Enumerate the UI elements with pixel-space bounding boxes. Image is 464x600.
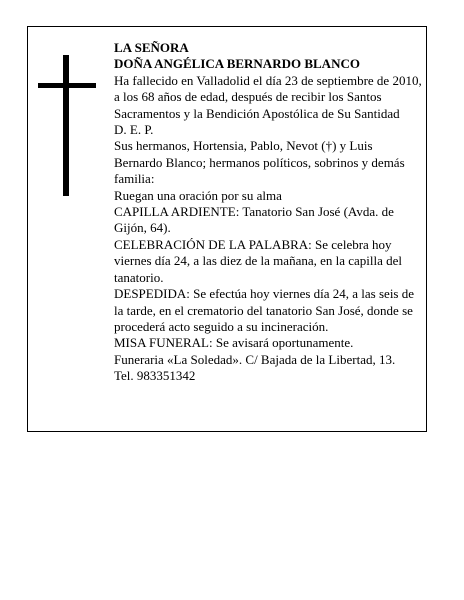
cross-horizontal-bar	[38, 83, 96, 88]
passing-statement: Ha fallecido en Valladolid el día 23 de septiembre de 2010, a los 68 años de edad, después de recibir los Santos Sacramentos y la Bendición Apostólica de Su Santidad	[114, 72, 422, 121]
rest-in-peace: D. E. P.	[114, 122, 154, 138]
cross-vertical-bar	[63, 55, 69, 196]
phone-number: Tel. 983351342	[114, 368, 196, 384]
farewell-info: DESPEDIDA: Se efectúa hoy viernes día 24, a las seis de la tarde, en el crematorio del tanatorio San José, donde se procederá acto seguido a su incineración.	[114, 286, 415, 334]
prayer-request: Ruegan una oración por su alma	[114, 187, 282, 203]
obituary-text	[114, 40, 424, 385]
family-members: Sus hermanos, Hortensia, Pablo, Nevot (†) y Luis Bernardo Blanco; hermanos políticos, sobrinos y demás familia:	[114, 138, 405, 187]
heading-title: LA SEÑORA	[114, 40, 189, 55]
funeral-home-info: Funeraria «La Soledad». C/ Bajada de la Libertad, 13.	[114, 351, 396, 367]
chapel-info: CAPILLA ARDIENTE: Tanatorio San José (Avda. de Gijón, 64).	[114, 204, 394, 236]
funeral-mass-info: MISA FUNERAL: Se avisará oportunamente.	[114, 335, 354, 351]
deceased-name: DOÑA ANGÉLICA BERNARDO BLANCO	[114, 56, 360, 72]
celebration-info: CELEBRACIÓN DE LA PALABRA: Se celebra hoy viernes día 24, a las diez de la mañana, en la capilla del tanatorio.	[114, 236, 403, 285]
